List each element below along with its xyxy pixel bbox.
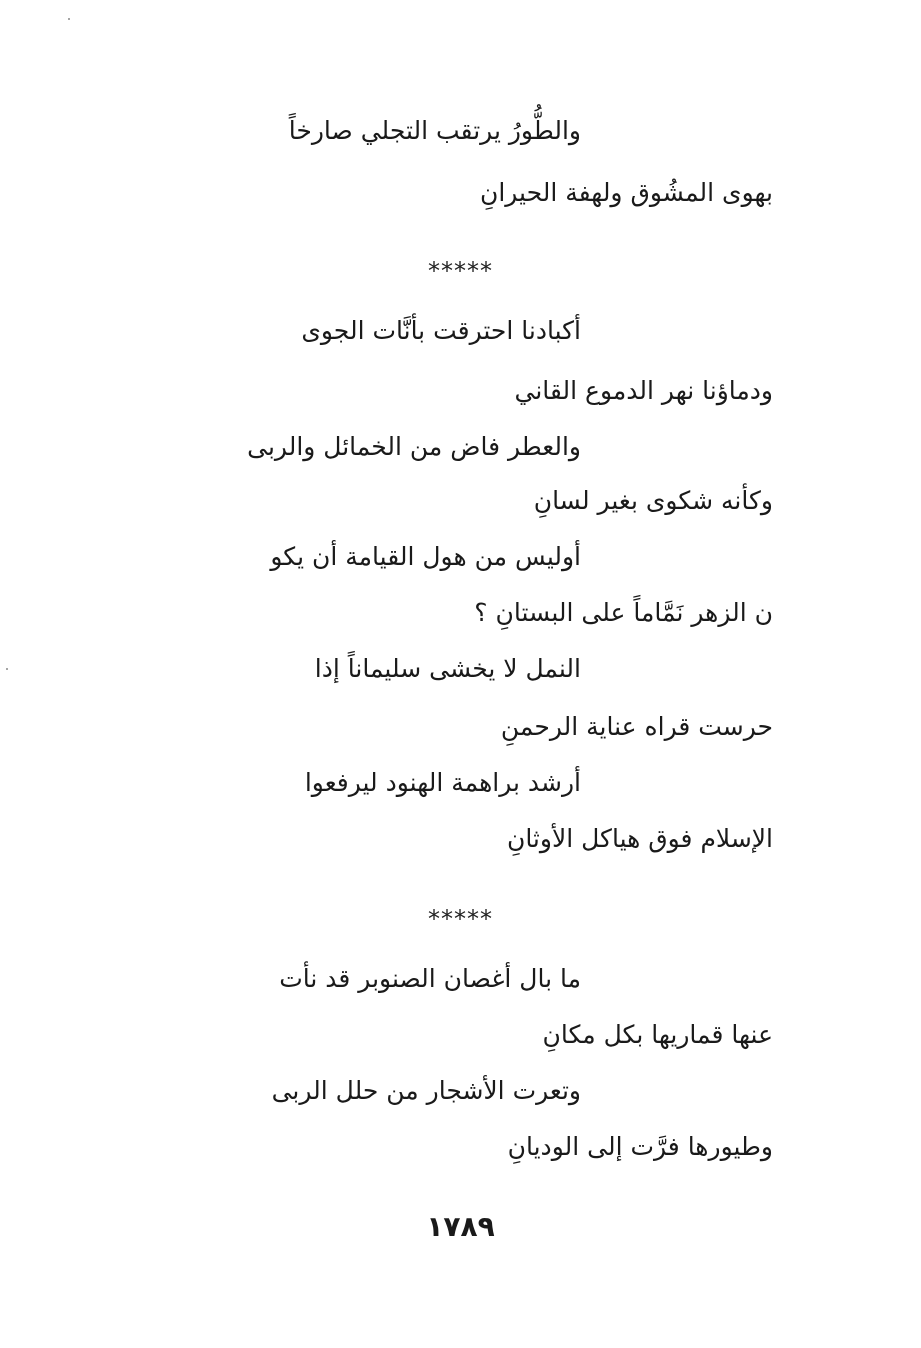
- verse-line: الإسلام فوق هياكل الأوثانِ: [506, 824, 773, 853]
- verse-line: ن الزهر نَمَّاماً على البستانِ ؟: [474, 598, 773, 627]
- verse-line: والطُّورُ يرتقب التجلي صارخاً: [288, 116, 581, 145]
- verse-line: أرشد براهمة الهنود ليرفعوا: [304, 768, 581, 797]
- verse-line: عنها قماريها بكل مكانِ: [542, 1020, 773, 1049]
- verse-line: وكأنه شكوى بغير لسانِ: [533, 486, 773, 515]
- stanza-separator: *****: [428, 257, 493, 285]
- verse-line: ما بال أغصان الصنوبر قد نأت: [279, 964, 581, 993]
- verse-line: بهوى المشُوق ولهفة الحيرانِ: [479, 178, 773, 207]
- verse-line: حرست قراه عناية الرحمنِ: [500, 712, 773, 741]
- verse-line: ودماؤنا نهر الدموع القاني: [514, 376, 773, 405]
- verse-line: النمل لا يخشى سليماناً إذا: [314, 654, 581, 683]
- verse-line: وطيورها فرَّت إلى الوديانِ: [507, 1132, 773, 1161]
- scan-speck: [68, 18, 70, 20]
- scan-speck: [6, 668, 8, 670]
- stanza-separator: *****: [428, 905, 493, 933]
- verse-line: والعطر فاض من الخمائل والربى: [247, 432, 581, 461]
- verse-line: أكبادنا احترقت بأنَّات الجوى: [301, 316, 581, 345]
- verse-line: أوليس من هول القيامة أن يكو: [270, 542, 581, 571]
- page-number: ١٧٨٩: [426, 1210, 495, 1243]
- verse-line: وتعرت الأشجار من حلل الربى: [271, 1076, 581, 1105]
